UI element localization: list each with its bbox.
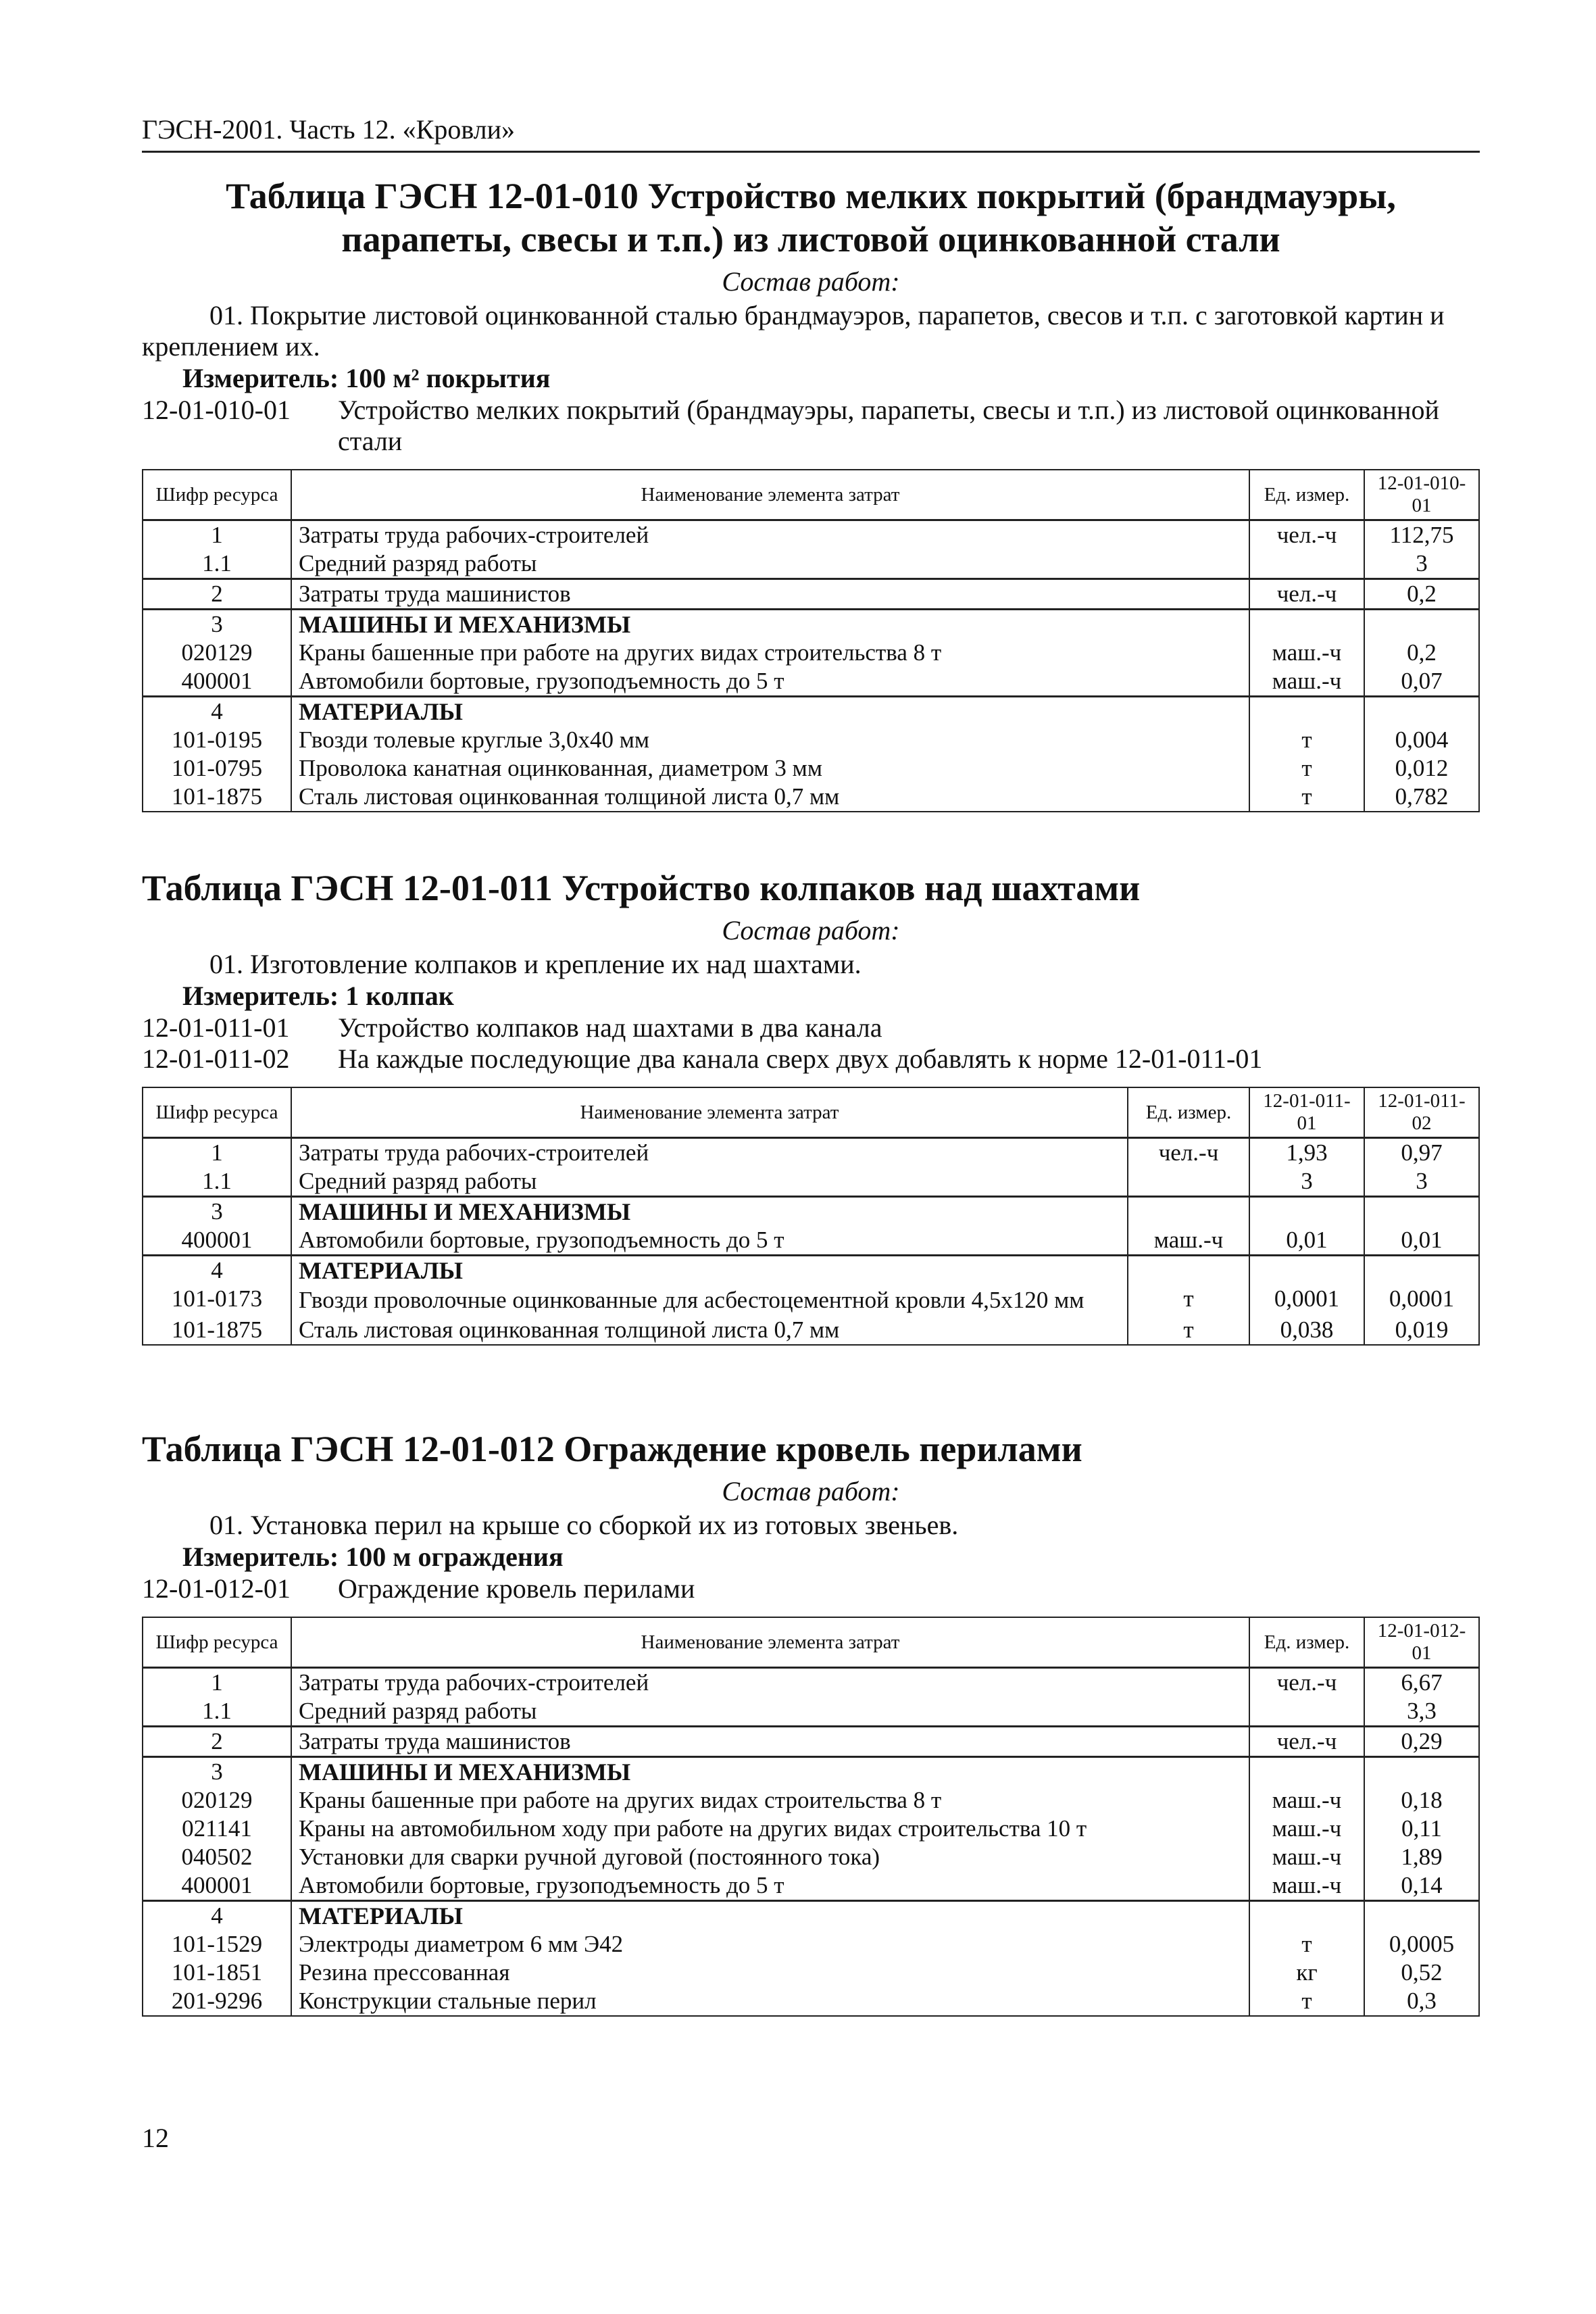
table-row (143, 639, 1479, 667)
cell-value: 1,89 (1364, 1843, 1479, 1871)
cell-name: Конструкции стальные перил (291, 1987, 1249, 2016)
cell-name: Затраты труда рабочих-строителей (291, 1668, 1249, 1698)
cell-res: 3 (143, 1197, 291, 1227)
cell-unit: чел.-ч (1128, 1138, 1249, 1168)
table-row (143, 1901, 1479, 1931)
norm-code: 12-01-011-01 (142, 1012, 290, 1043)
table-row (143, 1930, 1479, 1959)
cell-unit: маш.-ч (1128, 1226, 1249, 1256)
cell-value: 3 (1249, 1167, 1364, 1197)
cell-res: 1 (143, 1138, 291, 1168)
table-row (143, 549, 1479, 579)
cell-name: Затраты труда машинистов (291, 579, 1249, 610)
table-row (143, 1138, 1479, 1168)
cell-value: 0,038 (1249, 1316, 1364, 1345)
cell-unit (1249, 549, 1364, 579)
cell-value: 0,01 (1249, 1226, 1364, 1256)
table-row (143, 1871, 1479, 1901)
cell-name: Проволока канатная оцинкованная, диаметром 3 мм (291, 754, 1249, 783)
cell-value: 0,3 (1364, 1987, 1479, 2016)
norm-code: 12-01-012-01 (142, 1573, 291, 1604)
cell-res: 4 (143, 1901, 291, 1931)
cell-name: Сталь листовая оцинкованная толщиной листа 0,7 мм (291, 1316, 1128, 1345)
cell-unit: чел.-ч (1249, 520, 1364, 550)
norm-table (142, 469, 1480, 812)
table-row (143, 1786, 1479, 1815)
cell-group-name: МАШИНЫ И МЕХАНИЗМЫ (291, 610, 1249, 639)
cell-value: 0,012 (1364, 754, 1479, 783)
cell-group-name: МАШИНЫ И МЕХАНИЗМЫ (291, 1757, 1249, 1787)
cell-group-name: МАТЕРИАЛЫ (291, 697, 1249, 727)
cell-name: Установки для сварки ручной дуговой (постоянного тока) (291, 1843, 1249, 1871)
header-unit: Ед. измер. (1249, 470, 1364, 520)
table-row (143, 697, 1479, 727)
header-col: 12-01-012-01 (1364, 1617, 1479, 1668)
cell-unit (1249, 610, 1364, 639)
table-row (143, 783, 1479, 812)
table-header-row (143, 1617, 1479, 1668)
header-col: 12-01-011-02 (1364, 1087, 1479, 1138)
cell-unit: маш.-ч (1249, 1815, 1364, 1843)
cell-value: 0,14 (1364, 1871, 1479, 1901)
table-row (143, 1197, 1479, 1227)
header-name: Наименование элемента затрат (291, 470, 1249, 520)
cell-unit: т (1249, 783, 1364, 812)
work-label: Состав работ: (722, 1476, 900, 1506)
cell-res: 3 (143, 610, 291, 639)
norm-code-row (142, 1043, 1480, 1075)
cell-value: 0,52 (1364, 1959, 1479, 1987)
cell-res: 020129 (143, 1786, 291, 1815)
header-col: 12-01-010-01 (1364, 470, 1479, 520)
cell-unit: маш.-ч (1249, 1871, 1364, 1901)
work-text: 01. Покрытие листовой оцинкованной сталью брандмауэров, парапетов, свесов и т.п. с заготовкой картин и креплением их. (142, 300, 1445, 362)
cell-value (1364, 1901, 1479, 1931)
cell-value: 0,01 (1364, 1226, 1479, 1256)
cell-group-name: МАТЕРИАЛЫ (291, 1256, 1128, 1285)
table-row (143, 1285, 1479, 1316)
cell-value: 3 (1364, 1167, 1479, 1197)
cell-unit (1128, 1197, 1249, 1227)
cell-value (1364, 1197, 1479, 1227)
cell-value: 112,75 (1364, 520, 1479, 550)
cell-value: 0,004 (1364, 726, 1479, 754)
cell-res: 1 (143, 520, 291, 550)
cell-name: Затраты труда рабочих-строителей (291, 1138, 1128, 1168)
cell-value: 0,07 (1364, 667, 1479, 697)
running-header: ГЭСН-2001. Часть 12. «Кровли» (142, 114, 1480, 153)
header-res: Шифр ресурса (143, 470, 291, 520)
cell-value (1364, 1757, 1479, 1787)
cell-unit: маш.-ч (1249, 1843, 1364, 1871)
cell-value: 0,29 (1364, 1727, 1479, 1757)
cell-name: Автомобили бортовые, грузоподъемность до 5 т (291, 667, 1249, 697)
cell-unit: чел.-ч (1249, 1668, 1364, 1698)
table-header-row (143, 470, 1479, 520)
header-col: 12-01-011-01 (1249, 1087, 1364, 1138)
cell-value (1249, 1256, 1364, 1285)
cell-value (1249, 1197, 1364, 1227)
cell-unit (1128, 1167, 1249, 1197)
cell-name: Автомобили бортовые, грузоподъемность до 5 т (291, 1871, 1249, 1901)
cell-name: Резина прессованная (291, 1959, 1249, 1987)
cell-res: 400001 (143, 1226, 291, 1256)
table-title: Таблица ГЭСН 12-01-011 Устройство колпаков над шахтами (142, 868, 1141, 908)
cell-group-name: МАТЕРИАЛЫ (291, 1901, 1249, 1931)
cell-res: 101-0173 (143, 1285, 291, 1316)
cell-value: 3,3 (1364, 1697, 1479, 1727)
norm-code: 12-01-010-01 (142, 395, 291, 425)
cell-name: Краны на автомобильном ходу при работе на других видах строительства 10 т (291, 1815, 1249, 1843)
cell-unit (1128, 1256, 1249, 1285)
cell-value: 0,18 (1364, 1786, 1479, 1815)
measure: Измеритель: 1 колпак (182, 981, 454, 1011)
cell-res: 400001 (143, 1871, 291, 1901)
cell-name: Гвозди толевые круглые 3,0х40 мм (291, 726, 1249, 754)
cell-value: 0,0001 (1364, 1285, 1479, 1316)
cell-res: 1.1 (143, 1167, 291, 1197)
table-title: Таблица ГЭСН 12-01-010 Устройство мелких покрытий (брандмауэры, парапеты, свесы и т.п.) из листовой оцинкованной стали (226, 176, 1396, 260)
cell-res: 020129 (143, 639, 291, 667)
norm-text: Устройство мелких покрытий (брандмауэры, парапеты, свесы и т.п.) из листовой оцинкованной стали (338, 395, 1439, 456)
table-row (143, 667, 1479, 697)
work-text: 01. Изготовление колпаков и крепление их над шахтами. (209, 949, 862, 979)
table-row (143, 1167, 1479, 1197)
cell-value: 0,97 (1364, 1138, 1479, 1168)
table-title: Таблица ГЭСН 12-01-012 Ограждение кровель перилами (142, 1429, 1082, 1469)
cell-value: 0,0005 (1364, 1930, 1479, 1959)
cell-unit: маш.-ч (1249, 667, 1364, 697)
cell-unit: маш.-ч (1249, 639, 1364, 667)
cell-value (1364, 610, 1479, 639)
table-row (143, 1815, 1479, 1843)
cell-res: 400001 (143, 667, 291, 697)
cell-unit: т (1249, 754, 1364, 783)
section-12-01-011 (142, 866, 1480, 1346)
table-row (143, 726, 1479, 754)
norm-code-row (142, 1012, 1480, 1043)
table-row (143, 1757, 1479, 1787)
section-12-01-012 (142, 1427, 1480, 2017)
cell-value (1364, 697, 1479, 727)
cell-value: 0,11 (1364, 1815, 1479, 1843)
cell-res: 201-9296 (143, 1987, 291, 2016)
cell-unit: маш.-ч (1249, 1786, 1364, 1815)
cell-name: Средний разряд работы (291, 549, 1249, 579)
cell-unit: т (1128, 1285, 1249, 1316)
work-text: 01. Установка перил на крыше со сборкой их из готовых звеньев. (209, 1510, 959, 1540)
cell-name: Средний разряд работы (291, 1167, 1128, 1197)
cell-res: 2 (143, 1727, 291, 1757)
cell-res: 101-1875 (143, 783, 291, 812)
header-name: Наименование элемента затрат (291, 1617, 1249, 1668)
norm-table (142, 1617, 1480, 2017)
norm-code: 12-01-011-02 (142, 1043, 290, 1074)
cell-name: Краны башенные при работе на других видах строительства 8 т (291, 1786, 1249, 1815)
cell-res: 021141 (143, 1815, 291, 1843)
table-row (143, 754, 1479, 783)
cell-res: 101-1875 (143, 1316, 291, 1345)
cell-res: 3 (143, 1757, 291, 1787)
table-row (143, 579, 1479, 610)
table-row (143, 1256, 1479, 1285)
cell-name: Гвозди проволочные оцинкованные для асбестоцементной кровли 4,5х120 мм (291, 1285, 1128, 1316)
cell-res: 4 (143, 1256, 291, 1285)
table-row (143, 1316, 1479, 1345)
table-row (143, 1843, 1479, 1871)
cell-res: 101-0195 (143, 726, 291, 754)
cell-value: 0,0001 (1249, 1285, 1364, 1316)
cell-name: Краны башенные при работе на других видах строительства 8 т (291, 639, 1249, 667)
cell-name: Средний разряд работы (291, 1697, 1249, 1727)
work-label: Состав работ: (722, 266, 900, 297)
cell-res: 101-1529 (143, 1930, 291, 1959)
cell-res: 4 (143, 697, 291, 727)
cell-name: Автомобили бортовые, грузоподъемность до 5 т (291, 1226, 1128, 1256)
header-unit: Ед. измер. (1249, 1617, 1364, 1668)
norm-text: Устройство колпаков над шахтами в два канала (338, 1012, 882, 1043)
cell-value (1364, 1256, 1479, 1285)
cell-value: 3 (1364, 549, 1479, 579)
cell-name: Сталь листовая оцинкованная толщиной листа 0,7 мм (291, 783, 1249, 812)
section-12-01-010 (142, 174, 1480, 812)
cell-value: 0,2 (1364, 639, 1479, 667)
norm-code-row (142, 1573, 1480, 1604)
norm-table (142, 1087, 1480, 1346)
norm-text: На каждые последующие два канала сверх двух добавлять к норме 12-01-011-01 (338, 1043, 1263, 1074)
work-label: Состав работ: (722, 915, 900, 945)
cell-unit: т (1249, 1987, 1364, 2016)
cell-res: 101-0795 (143, 754, 291, 783)
cell-res: 1.1 (143, 549, 291, 579)
cell-unit: т (1249, 726, 1364, 754)
cell-value: 6,67 (1364, 1668, 1479, 1698)
cell-unit: чел.-ч (1249, 579, 1364, 610)
cell-value: 0,019 (1364, 1316, 1479, 1345)
header-res: Шифр ресурса (143, 1087, 291, 1138)
cell-unit (1249, 1901, 1364, 1931)
cell-name: Электроды диаметром 6 мм Э42 (291, 1930, 1249, 1959)
cell-res: 040502 (143, 1843, 291, 1871)
cell-unit: т (1249, 1930, 1364, 1959)
header-unit: Ед. измер. (1128, 1087, 1249, 1138)
table-row (143, 1226, 1479, 1256)
cell-unit (1249, 1757, 1364, 1787)
table-header-row (143, 1087, 1479, 1138)
cell-res: 1.1 (143, 1697, 291, 1727)
cell-value: 0,782 (1364, 783, 1479, 812)
table-row (143, 1959, 1479, 1987)
norm-text: Ограждение кровель перилами (338, 1573, 695, 1604)
header-name: Наименование элемента затрат (291, 1087, 1128, 1138)
cell-res: 101-1851 (143, 1959, 291, 1987)
header-res: Шифр ресурса (143, 1617, 291, 1668)
cell-res: 1 (143, 1668, 291, 1698)
table-row (143, 1727, 1479, 1757)
page-number: 12 (142, 2123, 169, 2153)
norm-code-row (142, 395, 1480, 457)
cell-group-name: МАШИНЫ И МЕХАНИЗМЫ (291, 1197, 1128, 1227)
cell-unit: т (1128, 1316, 1249, 1345)
cell-res: 2 (143, 579, 291, 610)
measure: Измеритель: 100 м ограждения (182, 1542, 564, 1572)
table-row (143, 1697, 1479, 1727)
cell-unit (1249, 1697, 1364, 1727)
cell-unit: кг (1249, 1959, 1364, 1987)
measure: Измеритель: 100 м² покрытия (182, 363, 551, 393)
cell-name: Затраты труда машинистов (291, 1727, 1249, 1757)
cell-value: 1,93 (1249, 1138, 1364, 1168)
table-row (143, 1987, 1479, 2016)
cell-name: Затраты труда рабочих-строителей (291, 520, 1249, 550)
table-row (143, 1668, 1479, 1698)
cell-value: 0,2 (1364, 579, 1479, 610)
cell-unit (1249, 697, 1364, 727)
cell-unit: чел.-ч (1249, 1727, 1364, 1757)
table-row (143, 520, 1479, 550)
table-row (143, 610, 1479, 639)
